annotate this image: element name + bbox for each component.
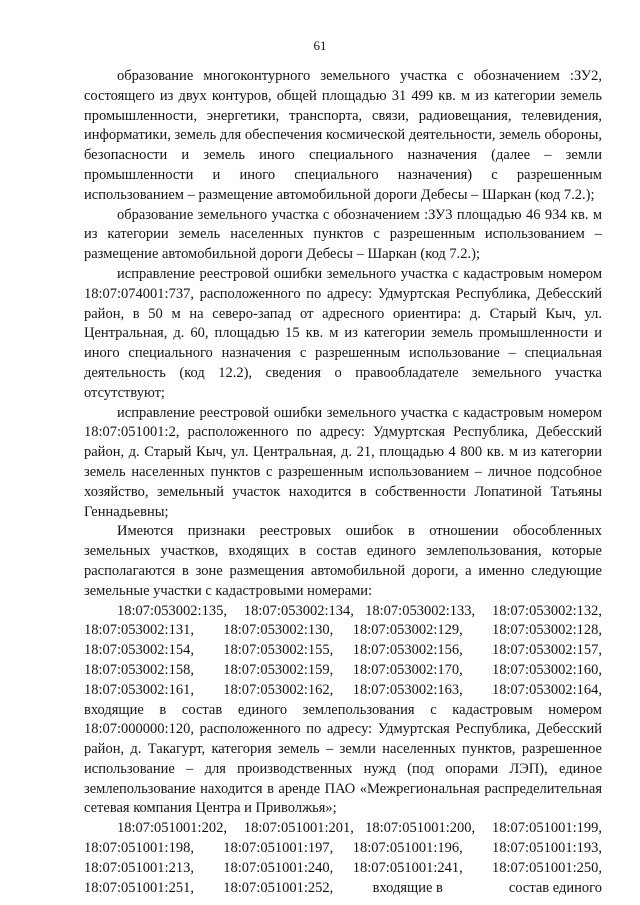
cadastral-number: 18:07:051001:193, <box>492 840 602 857</box>
cadastral-number: 18:07:053002:128, <box>492 622 602 639</box>
paragraph-zu3: образование земельного участка с обозначением :ЗУ3 площадью 46 934 кв. м из категории земель населенных пунктов с разрешенным использованием – размещение автомобильной дороги Дебесы – Шаркан (код 7.2.); <box>84 206 602 263</box>
cadastral-number: 18:07:053002:129, <box>352 622 463 639</box>
paragraph-zu2: образование многоконтурного земельного участка с обозначением :ЗУ2, состоящего из двух контуров, общей площадью 31 499 кв. м из категории земель промышленности, энергетики, транспорта, связи, радиовещания, телевидения, информатики, земель для обеспечения космической деятельности, земель обороны, безопасности и земель иного специального назначения (далее – земли промышленности и иного специального назначения) с разрешенным использованием – размещение автомобильной дороги Дебесы – Шаркан (код 7.2.); <box>84 68 602 203</box>
cadastral-number: 18:07:053002:133, <box>365 602 476 619</box>
cadastral-number: 18:07:053002:159, <box>223 661 334 678</box>
text-fragment: входящие в <box>372 879 443 896</box>
cadastral-number: 18:07:051001:213, <box>84 859 194 876</box>
cadastral-number: 18:07:051001:251, <box>84 879 194 896</box>
cadastral-number: 18:07:051001:201, <box>243 820 354 837</box>
cadastral-number: 18:07:053002:131, <box>84 622 194 639</box>
cadastral-number: 18:07:051001:200, <box>365 820 476 837</box>
cadastral-number: 18:07:051001:250, <box>492 859 602 876</box>
cadastral-number: 18:07:053002:158, <box>84 661 194 678</box>
page-number: 61 <box>313 38 327 53</box>
cadastral-list-2-row-1 <box>84 819 602 839</box>
cadastral-number: 18:07:053002:161, <box>84 681 194 698</box>
cadastral-number: 18:07:051001:202, <box>117 820 227 837</box>
cadastral-number: 18:07:051001:198, <box>84 840 194 857</box>
cadastral-number: 18:07:053002:160, <box>492 661 602 678</box>
cadastral-number: 18:07:053002:154, <box>84 642 194 659</box>
cadastral-number: 18:07:053002:170, <box>352 661 463 678</box>
paragraph-correction-737: исправление реестровой ошибки земельного участка с кадастровым номером 18:07:074001:737, расположенного по адресу: Удмуртская Республика, Дебесский район, в 50 м на северо-запад от адресного ориентира: д. Старый Кыч, ул. Центральная, д. 60, площадью 15 кв. м из категории земель промышленности и иного специального назначения с разрешенным использование – специальная деятельность (код 12.2), сведения о правообладателе земельного участка отсутствуют; <box>84 265 602 401</box>
cadastral-number: 18:07:051001:241, <box>352 859 463 876</box>
cadastral-number: 18:07:051001:196, <box>352 840 463 857</box>
cadastral-number: 18:07:051001:240, <box>223 859 334 876</box>
page-body <box>84 67 602 898</box>
cadastral-number: 18:07:053002:162, <box>223 681 334 698</box>
cadastral-number: 18:07:051001:197, <box>223 840 334 857</box>
cadastral-number: 18:07:051001:252, <box>223 879 334 896</box>
cadastral-list-1 <box>84 621 602 700</box>
cadastral-list-2 <box>84 839 602 898</box>
cadastral-number: 18:07:053002:163, <box>352 681 463 698</box>
cadastral-number: 18:07:053002:155, <box>223 642 334 659</box>
cadastral-number: 18:07:053002:164, <box>492 681 602 698</box>
cadastral-number: 18:07:053002:135, <box>117 602 227 619</box>
text-fragment: состав единого <box>508 879 602 896</box>
cadastral-number: 18:07:053002:132, <box>492 602 602 619</box>
paragraph-correction-2: исправление реестровой ошибки земельного участка с кадастровым номером 18:07:051001:2, расположенного по адресу: Удмуртская Республика, Дебесский район, д. Старый Кыч, ул. Центральная, д. 21, площадью 4 800 кв. м из категории земель населенных пунктов с разрешенным использованием – личное подсобное хозяйство, земельный участок находится в собственности Лопатиной Татьяны Геннадьевны; <box>84 404 602 520</box>
cadastral-number: 18:07:053002:130, <box>223 622 334 639</box>
cadastral-number: 18:07:053002:157, <box>492 642 602 659</box>
paragraph-registry-errors: Имеются признаки реестровых ошибок в отношении обособленных земельных участков, входящих в состав единого землепользования, которые располагаются в зоне размещения автомобильной дороги, а именно следующие земельные участки с кадастровыми номерами: <box>84 523 602 599</box>
cadastral-number: 18:07:051001:199, <box>492 820 602 837</box>
cadastral-number: 18:07:053002:156, <box>352 642 463 659</box>
cadastral-list-1-row-1 <box>84 602 602 622</box>
paragraph-block-1-tail: входящие в состав единого землепользования с кадастровым номером 18:07:000000:120, расположенного по адресу: Удмуртская Республика, Дебесский район, д. Такагурт, категория земель – земли населенных пунктов, разрешенное использование – для производственных нужд (под опорами ЛЭП), единое землепользование находится в аренде ПАО «Межрегиональная распределительная сетевая компания Центра и Приволжья»; <box>84 701 602 817</box>
cadastral-number: 18:07:053002:134, <box>243 602 354 619</box>
